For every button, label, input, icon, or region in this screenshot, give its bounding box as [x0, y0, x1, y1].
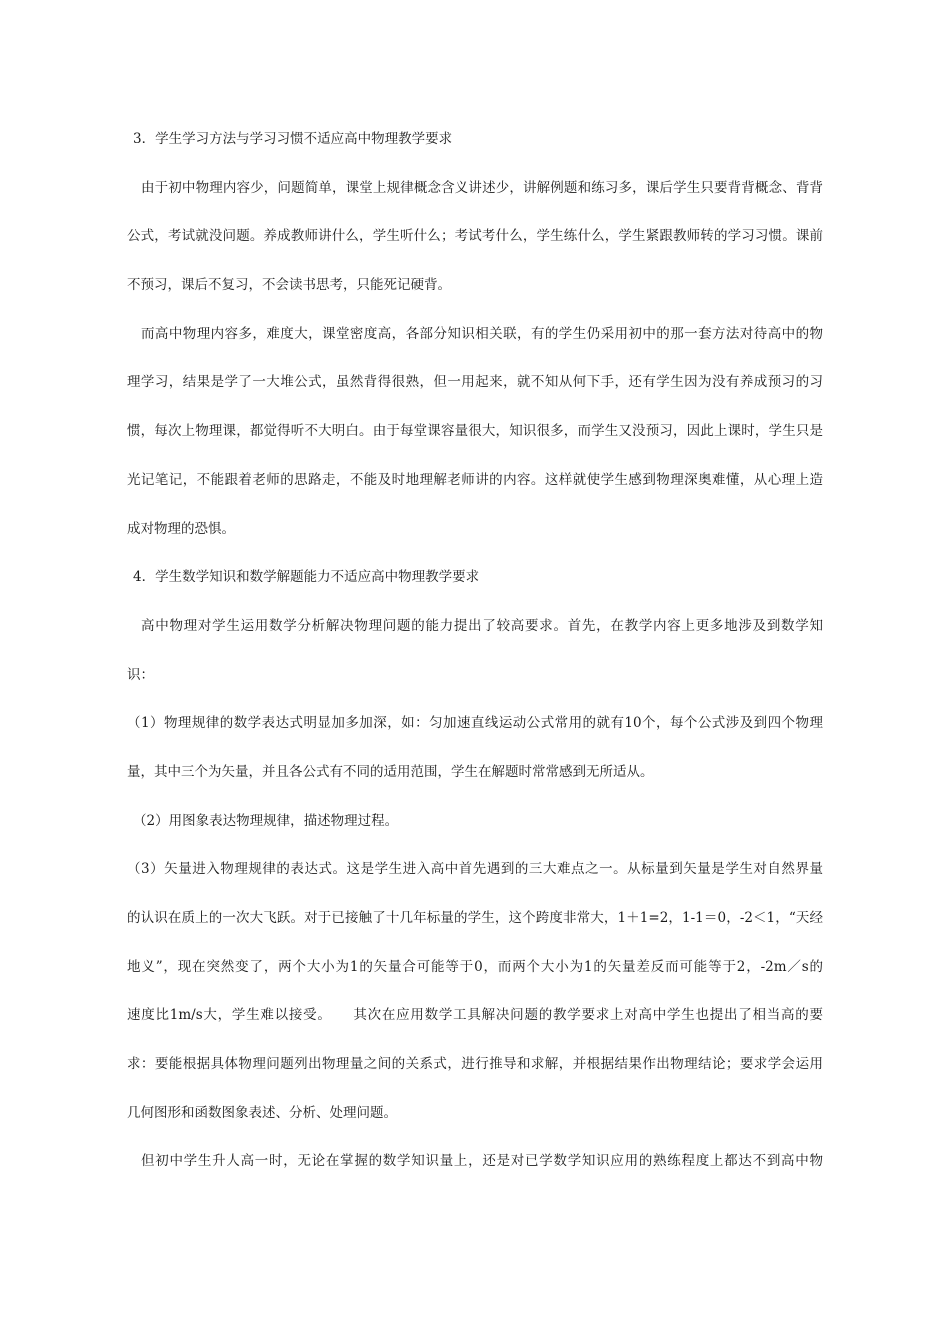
paragraph-line: 但初中学生升人高一时，无论在掌握的数学知识量上，还是对已学数学知识应用的熟练程度上都达不到高中物 — [141, 1153, 823, 1170]
paragraph-line: 惯，每次上物理课，都觉得听不大明白。由于每堂课容量很大，知识很多，而学生又没预习，因此上课时，学生只是 — [127, 423, 823, 440]
paragraph-line: 而高中物理内容多，难度大，课堂密度高，各部分知识相关联，有的学生仍采用初中的那一套方法对待高中的物 — [141, 325, 823, 342]
paragraph-line: 理学习，结果是学了一大堆公式，虽然背得很熟，但一用起来，就不知从何下手，还有学生因为没有养成预习的习 — [127, 374, 823, 391]
list-item-line: 地义”，现在突然变了，两个大小为1的矢量合可能等于0，而两个大小为1的矢量差反而可能等于2，-2m／s的 — [127, 958, 823, 975]
paragraph-line: 成对物理的恐惧。 — [127, 520, 235, 537]
paragraph-line: 光记笔记，不能跟着老师的思路走，不能及时地理解老师讲的内容。这样就使学生感到物理深奥难懂，从心理上造 — [127, 471, 823, 488]
section-heading-4: 4．学生数学知识和数学解题能力不适应高中物理教学要求 — [133, 569, 480, 586]
paragraph-line: 不预习，课后不复习，不会读书思考，只能死记硬背。 — [127, 277, 451, 294]
section-heading-3: 3．学生学习方法与学习习惯不适应高中物理教学要求 — [133, 131, 453, 147]
list-item-line: 的认识在质上的一次大飞跃。对于已接触了十几年标量的学生，这个跨度非常大，1＋1=2，1-1＝0，-2＜1，“天经 — [127, 910, 823, 926]
paragraph-line: 由于初中物理内容少，问题简单，课堂上规律概念含义讲述少，讲解例题和练习多，课后学生只要背背概念、背背 — [141, 179, 823, 196]
paragraph-line: 公式，考试就没问题。养成教师讲什么，学生听什么；考试考什么，学生练什么，学生紧跟教师转的学习习惯。课前 — [127, 228, 823, 245]
list-item-line: 求：要能根据具体物理问题列出物理量之间的关系式，进行推导和求解，并根据结果作出物理结论；要求学会运用 — [127, 1056, 823, 1073]
list-item-line: 速度比1m/s大，学生难以接受。 其次在应用数学工具解决问题的教学要求上对高中学生也提出了相当高的要 — [127, 1007, 823, 1024]
list-item-line: （1）物理规律的数学表达式明显加多加深，如：匀加速直线运动公式常用的就有10个，每个公式涉及到四个物理 — [127, 715, 823, 732]
document-body — [127, 115, 823, 1186]
list-item-line: （2）用图象表达物理规律，描述物理过程。 — [133, 812, 399, 829]
paragraph-line: 高中物理对学生运用数学分析解决物理问题的能力提出了较高要求。首先，在教学内容上更多地涉及到数学知 — [141, 617, 823, 634]
paragraph-line: 识： — [127, 666, 154, 683]
list-item-line: （3）矢量进入物理规律的表达式。这是学生进入高中首先遇到的三大难点之一。从标量到矢量是学生对自然界量 — [127, 861, 823, 878]
list-item-line: 几何图形和函数图象表述、分析、处理问题。 — [127, 1104, 397, 1121]
list-item-line: 量，其中三个为矢量，并且各公式有不同的适用范围，学生在解题时常常感到无所适从。 — [127, 763, 654, 780]
